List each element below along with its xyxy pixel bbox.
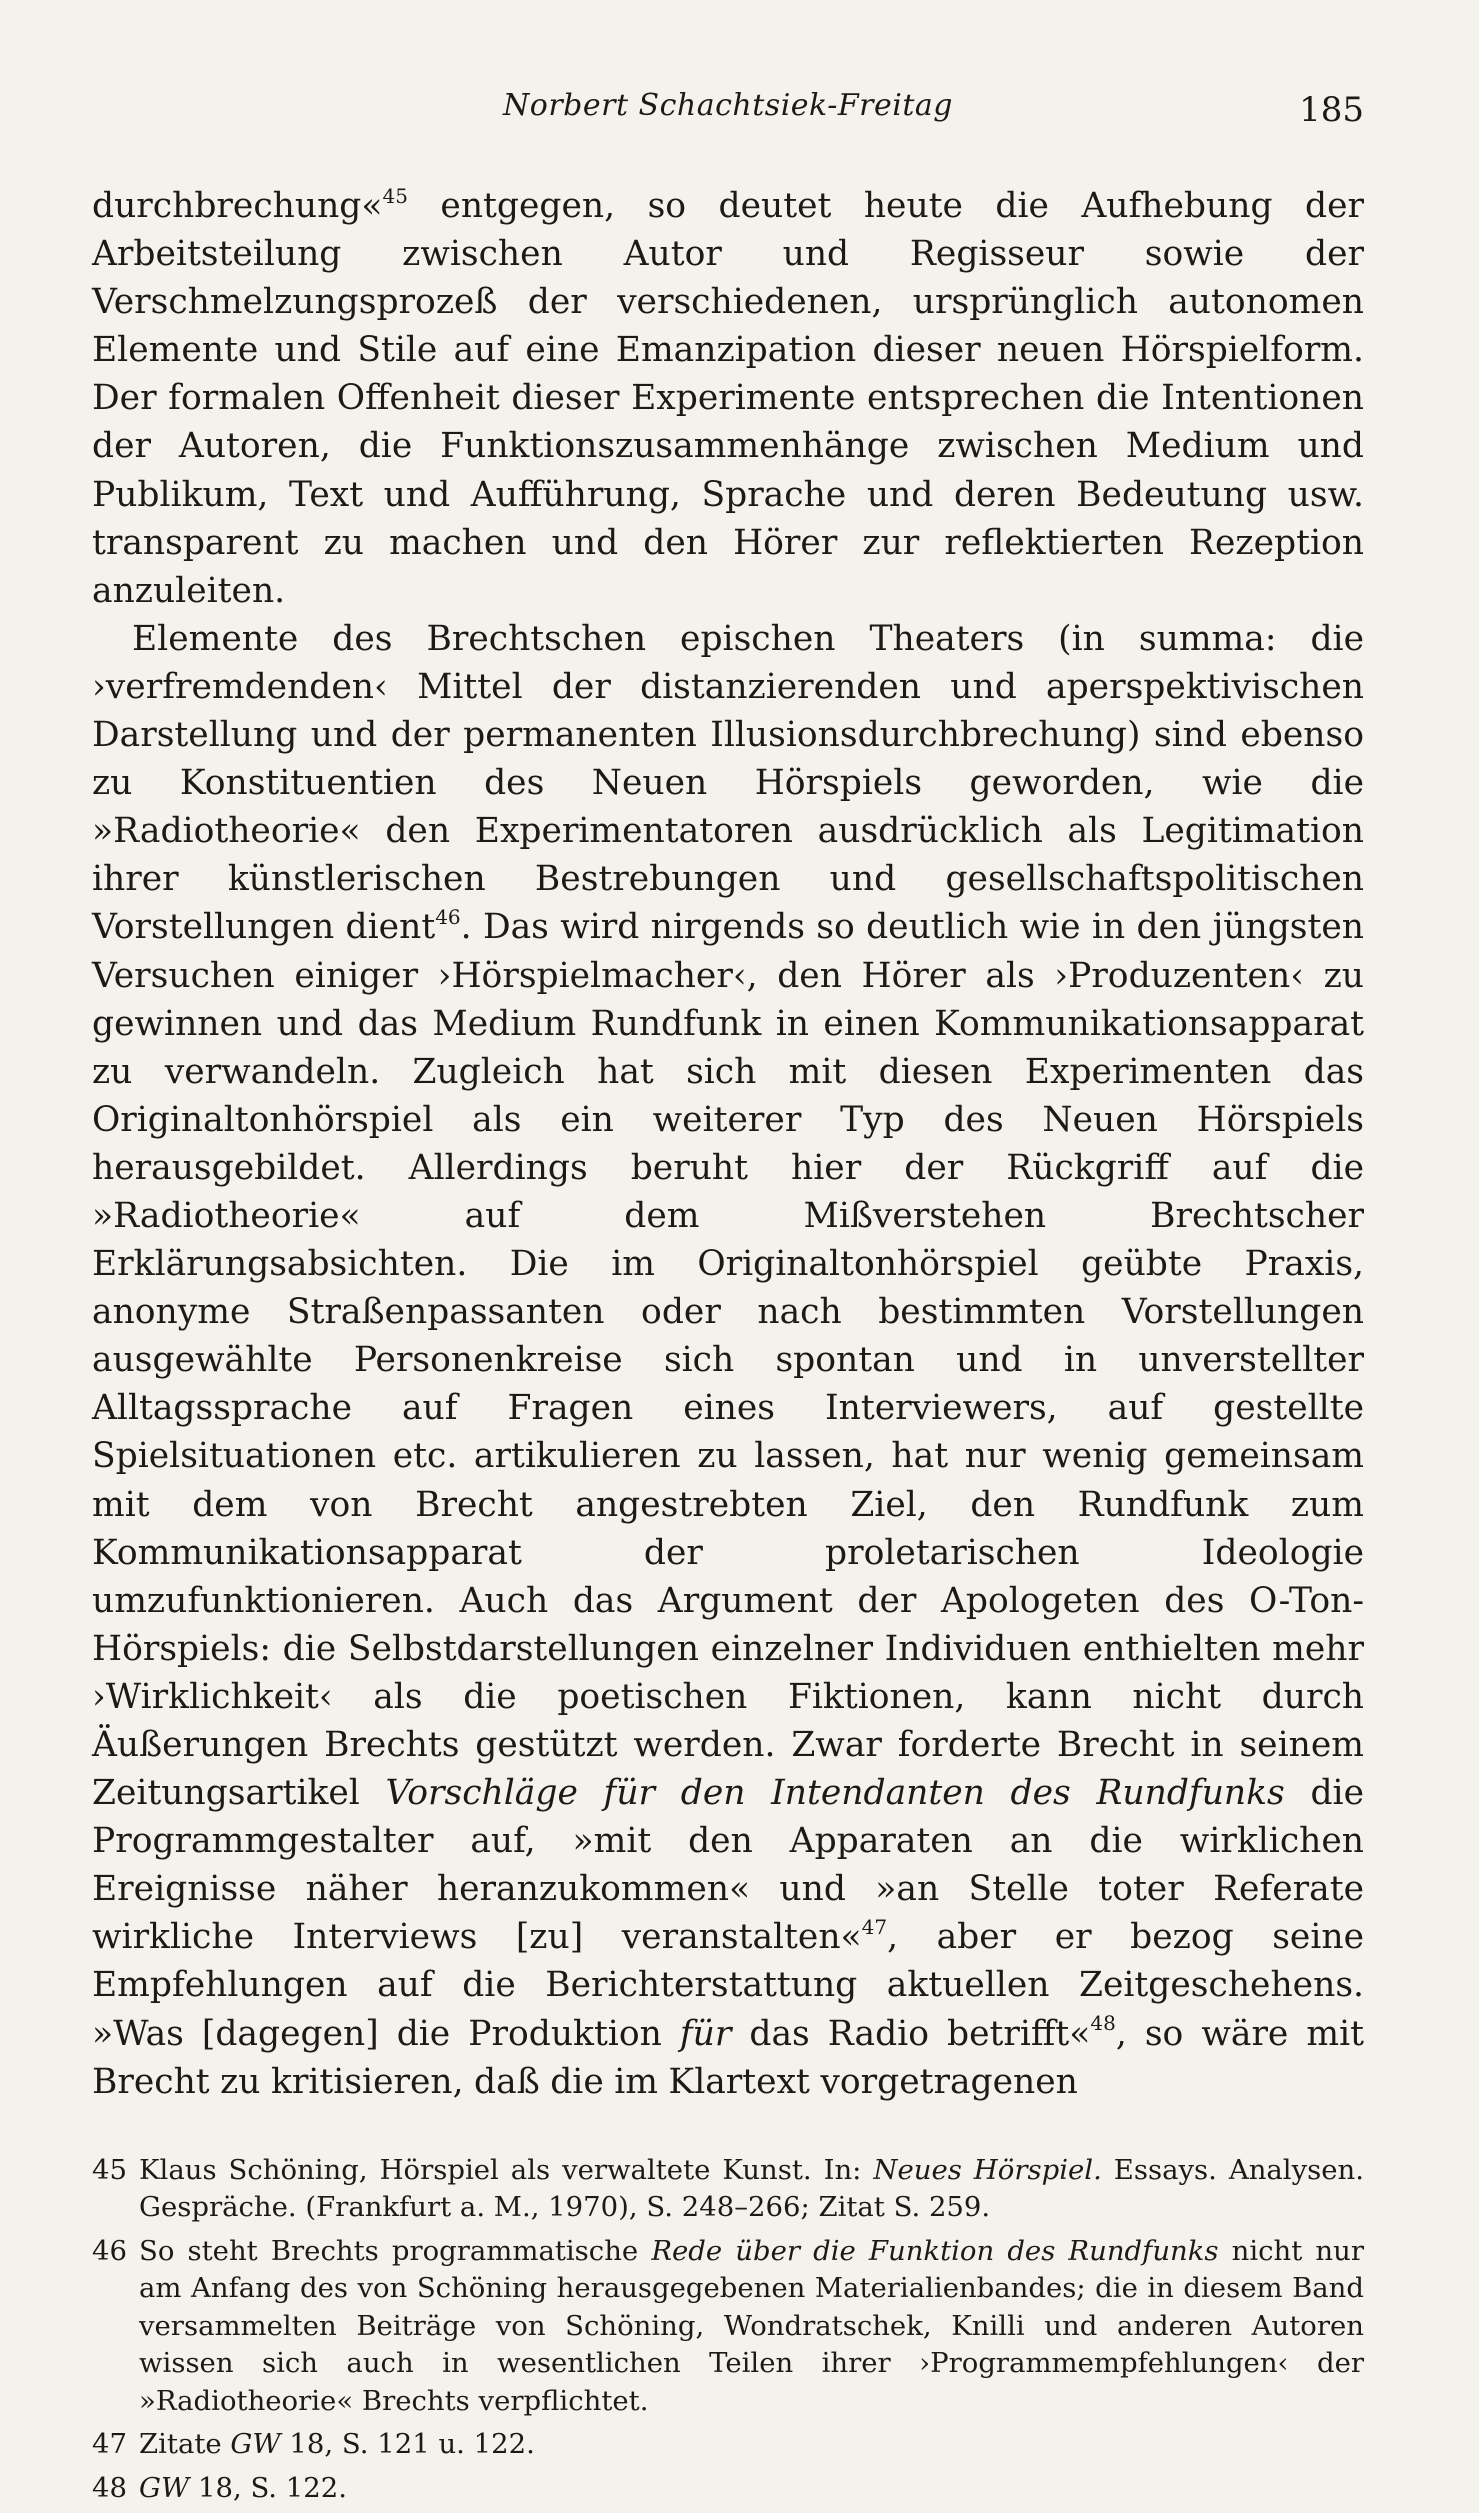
- running-header: [92, 88, 1364, 144]
- footnote-48: [92, 2470, 1364, 2508]
- footnote-number: 48: [92, 2471, 127, 2504]
- footnote-46: [92, 2233, 1364, 2421]
- paragraph-1: [92, 182, 1364, 615]
- footnote-45-italic: Neues Hörspiel.: [873, 2153, 1102, 2186]
- paragraph-2-title-italic: Vorschläge für den Intendanten des Rundfunks: [385, 1773, 1285, 1814]
- footnote-47: [92, 2426, 1364, 2464]
- footnote-number: 46: [92, 2234, 127, 2267]
- footnote-text: [139, 2426, 1364, 2464]
- body-text: [92, 182, 1364, 2106]
- footnote-number: 47: [92, 2428, 127, 2461]
- paragraph-2-text-f: , so wäre mit Brecht zu kritisieren, daß die im Klartext vorgetragenen: [92, 2013, 1364, 2102]
- running-head-author: Norbert Schachtsiek-Freitag: [503, 88, 953, 123]
- paragraph-1-text-b: entgegen, so deutet heute die Aufhebung der Arbeitsteilung zwischen Autor und Regisseur sowie der Verschmelzungsprozeß der verschiedenen, ursprünglich autonomen Elemente und Stile auf eine Emanzipation dieser neuen Hörspielform. Der formalen Offenheit dieser Experimente entsprechen die Intentionen der Autoren, die Funktionszusammenhänge zwischen Medium und Publikum, Text und Aufführung, Sprache und deren Bedeutung usw. transparent zu machen und den Hörer zur reflektierten Rezeption anzuleiten.: [92, 186, 1364, 611]
- paragraph-2-text-e: das Radio betrifft«: [731, 2013, 1091, 2054]
- book-page: [92, 88, 1364, 2513]
- footnote-ref-45: 45: [382, 183, 408, 208]
- paragraph-2-text-c: die Programmgestalter auf, »mit den Apparaten an die wirklichen Ereignisse näher heranzukommen« und »an Stelle toter Referate wirkliche Interviews [zu] veranstalten«: [92, 1773, 1364, 1958]
- paragraph-2: [92, 615, 1364, 2106]
- footnote-48-text-b: 18, S. 122.: [189, 2471, 348, 2504]
- page-number: 185: [1299, 90, 1364, 130]
- footnote-47-text-a: Zitate: [139, 2428, 231, 2461]
- footnote-46-text-b: nicht nur am Anfang des von Schöning herausgegebenen Materialienbandes; die in diesem Band versammelten Beiträge von Schöning, Wondratschek, Knilli und anderen Autoren wissen sich auch in wesentlichen Teilen ihrer ›Programmempfehlungen‹ der »Radiotheorie« Brechts verpflichtet.: [139, 2234, 1364, 2417]
- footnote-45-text-b: Essays. Analysen. Gespräche. (Frankfurt a. M., 1970), S. 248–266; Zitat S. 259.: [139, 2153, 1364, 2224]
- footnote-number: 45: [92, 2153, 127, 2186]
- footnote-46-italic: Rede über die Funktion des Rundfunks: [651, 2234, 1219, 2267]
- footnote-ref-47: 47: [861, 1914, 888, 1939]
- paragraph-2-text-b: . Das wird nirgends so deutlich wie in den jüngsten Versuchen einiger ›Hörspielmacher‹, den Hörer als ›Produzenten‹ zu gewinnen und das Medium Rundfunk in einen Kommunikationsapparat zu verwandeln. Zugleich hat sich mit diesen Experimenten das Originaltonhörspiel als ein weiterer Typ des Neuen Hörspiels herausgebildet. Allerdings beruht hier der Rückgriff auf die »Radiotheorie« auf dem Mißverstehen Brechtscher Erklärungsabsichten. Die im Originaltonhörspiel geübte Praxis, anonyme Straßenpassanten oder nach bestimmten Vorstellungen ausgewählte Personenkreise sich spontan und in unverstellter Alltagssprache auf Fragen eines Interviewers, auf gestellte Spielsituationen etc. artikulieren zu lassen, hat nur wenig gemeinsam mit dem von Brecht angestrebten Ziel, den Rundfunk zum Kommunikationsapparat der proletarischen Ideologie umzufunktionieren. Auch das Argument der Apologeten des O-Ton-Hörspiels: die Selbstdarstellungen einzelner Individuen enthielten mehr ›Wirklichkeit‹ als die poetischen Fiktionen, kann nicht durch Äußerungen Brechts gestützt werden. Zwar forderte Brecht in seinem Zeitungsartikel: [92, 907, 1364, 1814]
- footnote-text: [139, 2152, 1364, 2227]
- paragraph-2-text-d: , aber er bezog seine Empfehlungen auf die Berichterstattung aktuellen Zeitgeschehens. »Was [dagegen] die Produktion: [92, 1917, 1364, 2054]
- paragraph-2-emphasis-italic: für: [679, 2013, 732, 2054]
- footnote-text: [139, 2470, 1364, 2508]
- paragraph-2-text-a: Elemente des Brechtschen epischen Theaters (in summa: die ›verfremdenden‹ Mittel der distanzierenden und aperspektivischen Darstellung und der permanenten Illusionsdurchbrechung) sind ebenso zu Konstituentien des Neuen Hörspiels geworden, wie die »Radiotheorie« den Experimentatoren ausdrücklich als Legitimation ihrer künstlerischen Bestrebungen und gesellschaftspolitischen Vorstellungen dient: [92, 618, 1364, 948]
- paragraph-1-text-a: durchbrechung«: [92, 186, 383, 226]
- footnote-46-text-a: So steht Brechts programmatische: [139, 2234, 652, 2267]
- footnote-ref-48: 48: [1090, 2011, 1116, 2036]
- footnote-45-text-a: Klaus Schöning, Hörspiel als verwaltete Kunst. In:: [139, 2153, 874, 2186]
- footnote-ref-46: 46: [435, 904, 461, 929]
- footnote-text: [139, 2233, 1364, 2421]
- footnote-45: [92, 2152, 1364, 2227]
- footnote-47-text-b: 18, S. 121 u. 122.: [280, 2428, 535, 2461]
- footnote-47-italic: GW: [230, 2428, 281, 2461]
- footnote-48-italic: GW: [139, 2471, 190, 2504]
- footnotes: [92, 2152, 1364, 2508]
